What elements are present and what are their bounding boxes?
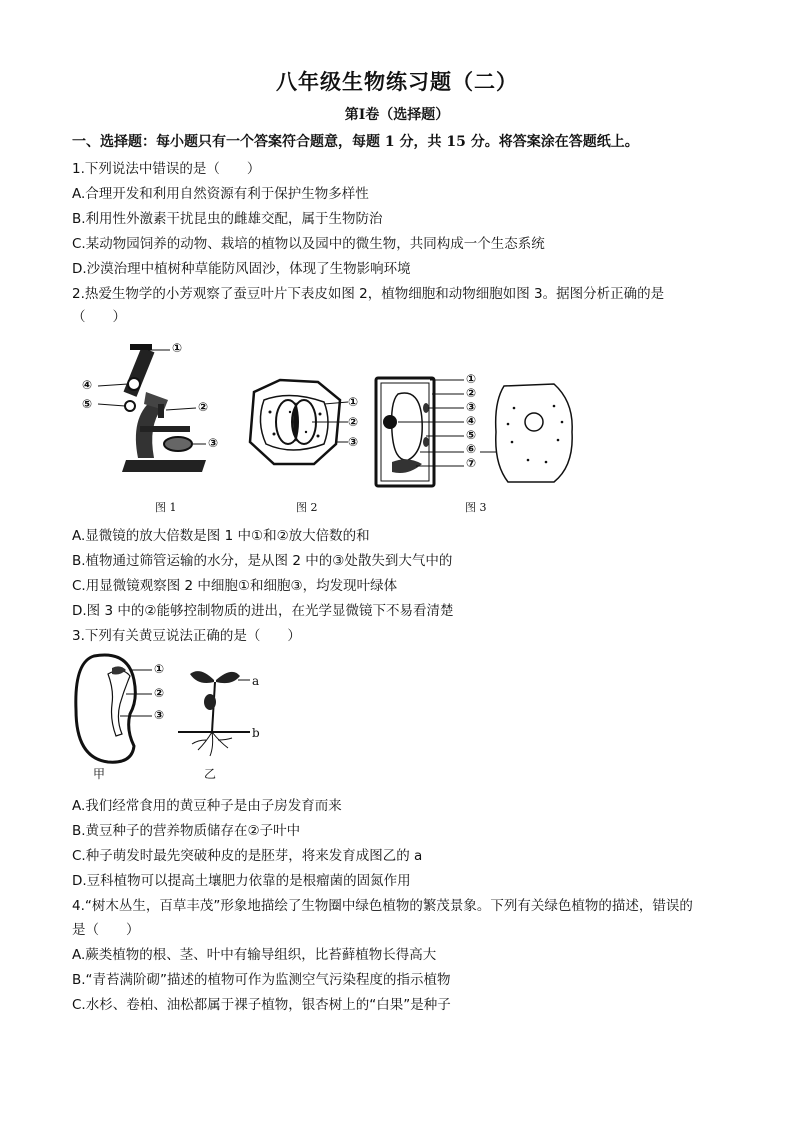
fig1-label-1: ① [172,341,183,355]
fig-jia-label-1: ① [154,662,165,676]
q2-stem: 2.热爱生物学的小芳观察了蚕豆叶片下表皮如图 2，植物细胞和动物细胞如图 3。据图分析正确的是 [72,286,665,302]
q1-option-a: A.合理开发和利用自然资源有利于保护生物多样性 [72,186,369,202]
instruction: 一、选择题：每小题只有一个答案符合题意，每题 1 分，共 15 分。将答案涂在答题纸上。 [72,134,639,150]
fig2-label-3: ③ [348,435,359,449]
q4-option-c: C.水杉、卷柏、油松都属于裸子植物，银杏树上的“白果”是种子 [72,997,451,1013]
q2-option-a: A.显微镜的放大倍数是图 1 中①和②放大倍数的和 [72,528,370,544]
fig1-label-5: ⑤ [82,397,93,411]
q1-stem: 1.下列说法中错误的是（ ） [72,161,261,177]
q1-option-c: C.某动物园饲养的动物、栽培的植物以及园中的微生物，共同构成一个生态系统 [72,236,545,252]
q4-option-a: A.蕨类植物的根、茎、叶中有输导组织，比苔藓植物长得高大 [72,947,437,963]
fig1-label-3: ③ [208,436,219,450]
fig-jia-caption: 甲 [93,767,106,781]
fig2-caption: 图 2 [296,501,318,514]
fig-jia-label-3: ③ [154,708,165,722]
bean-seed-figure [72,650,182,766]
q2-stem-paren: （ ） [72,309,126,325]
fig3-label-2: ② [466,386,477,400]
q2-option-c: C.用显微镜观察图 2 中细胞①和细胞③，均发现叶绿体 [72,578,398,594]
fig3-label-3: ③ [466,400,477,414]
fig-yi-caption: 乙 [204,767,217,781]
q3-option-c: C.种子萌发时最先突破种皮的是胚芽，将来发育成图乙的 a [72,848,423,864]
page-title: 八年级生物练习题（二） [276,69,518,94]
fig3-label-5: ⑤ [466,428,477,442]
stomata-figure [240,372,350,472]
fig1-label-4: ④ [82,378,93,392]
q2-option-b: B.植物通过筛管运输的水分，是从图 2 中的③处散失到大气中的 [72,553,453,569]
fig-yi-label-a: a [252,674,260,688]
q4-stem: 4.“树木丛生，百草丰茂”形象地描绘了生物圈中绿色植物的繁茂景象。下列有关绿色植物的描述，错误的 [72,898,693,914]
q2-option-d: D.图 3 中的②能够控制物质的进出，在光学显微镜下不易看清楚 [72,603,454,619]
q3-option-b: B.黄豆种子的营养物质储存在②子叶中 [72,823,301,839]
fig1-caption: 图 1 [155,501,177,514]
fig2-label-2: ② [348,415,359,429]
fig3-label-7: ⑦ [466,456,477,470]
fig-yi-label-b: b [252,726,260,740]
fig3-caption: 图 3 [465,501,487,514]
fig3-label-1: ① [466,372,477,386]
q3-option-d: D.豆科植物可以提高土壤肥力依靠的是根瘤菌的固氮作用 [72,873,411,889]
fig-jia-label-2: ② [154,686,165,700]
q4-stem-cont: 是（ ） [72,922,140,938]
fig1-label-2: ② [198,400,209,414]
section-title: 第Ⅰ卷（选择题） [344,107,450,123]
fig2-label-1: ① [348,395,359,409]
q3-stem: 3.下列有关黄豆说法正确的是（ ） [72,628,301,644]
q1-option-b: B.利用性外激素干扰昆虫的雌雄交配，属于生物防治 [72,211,383,227]
fig3-label-4: ④ [466,414,477,428]
fig3-label-6: ⑥ [466,442,477,456]
cell-figure [368,372,588,494]
q4-option-b: B.“青苔满阶砌”描述的植物可作为监测空气污染程度的指示植物 [72,972,451,988]
q1-option-d: D.沙漠治理中植树种草能防风固沙，体现了生物影响环境 [72,261,411,277]
q3-option-a: A.我们经常食用的黄豆种子是由子房发育而来 [72,798,342,814]
